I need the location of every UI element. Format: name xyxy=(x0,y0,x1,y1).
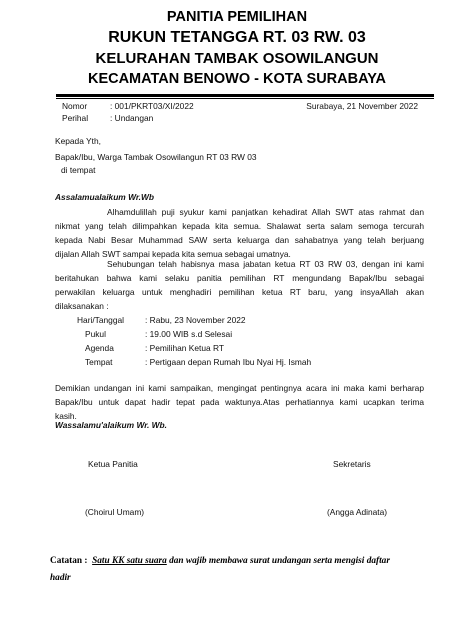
header-committee: PANITIA PEMILIHAN xyxy=(166,9,308,25)
letter-date: Surabaya, 21 November 2022 xyxy=(306,101,418,111)
paragraph-opening xyxy=(55,205,424,261)
recipient-salutation: Kepada Yth, xyxy=(55,136,101,146)
event-date-label: Hari/Tanggal xyxy=(77,315,125,325)
note-label: Catatan : xyxy=(50,556,88,566)
paragraph-closing xyxy=(55,381,424,423)
header-divider-thick xyxy=(56,94,434,97)
header-kecamatan: KECAMATAN BENOWO - KOTA SURABAYA xyxy=(87,71,387,87)
signature-right-name: (Angga Adinata) xyxy=(327,507,388,517)
paragraph-line: nikmat yang telah dilimpahkan kepada kita semua. Shalawat serta salam semoga tercurah xyxy=(55,221,424,231)
nomor-value: : 001/PKRT03/XI/2022 xyxy=(110,101,194,111)
recipient-place: di tempat xyxy=(61,165,96,175)
opening-greeting: Assalamualaikum Wr.Wb xyxy=(55,192,154,202)
event-place-value: : Pertigaan depan Rumah Ibu Nyai Hj. Ismah xyxy=(145,357,312,367)
paragraph-line: Alhamdulillah puji syukur kami panjatkan kehadirat Allah SWT atas rahmat dan xyxy=(107,207,424,217)
paragraph-purpose xyxy=(55,257,424,313)
event-date-value: : Rabu, 23 November 2022 xyxy=(145,315,246,325)
event-time-value: : 19.00 WIB s.d Selesai xyxy=(145,329,233,339)
paragraph-line: beritahukan bahwa kami selaku panitia pemilihan RT mengundang Bapak/Ibu sebagai xyxy=(55,273,424,283)
closing-greeting: Wassalamu'alaikum Wr. Wb. xyxy=(55,420,167,430)
event-time-label: Pukul xyxy=(85,329,106,339)
paragraph-line: Bapak/Ibu untuk dapat hadir tepat pada waktunya.Atas perhatiannya kami ucapkan terima xyxy=(55,397,424,407)
paragraph-line: perwakilan keluarga untuk menghadiri pemilihan ketua RT baru, yang insyaAllah akan xyxy=(55,287,424,297)
header-divider-thin xyxy=(56,98,434,99)
event-agenda-value: : Pemilihan Ketua RT xyxy=(145,343,224,353)
signature-right-title: Sekretaris xyxy=(333,459,371,469)
recipient-name: Bapak/Ibu, Warga Tambak Osowilangun RT 03 RW 03 xyxy=(55,152,257,162)
header-kelurahan: KELURAHAN TAMBAK OSOWILANGUN xyxy=(95,50,379,67)
paragraph-line: Demikian undangan ini kami sampaikan, mengingat pentingnya acara ini maka kami berharap xyxy=(55,383,424,393)
paragraph-line: kasih. xyxy=(55,411,77,421)
note-line xyxy=(50,556,390,566)
header-rt-rw: RUKUN TETANGGA RT. 03 RW. 03 xyxy=(108,29,366,46)
signature-left-title: Ketua Panitia xyxy=(88,459,138,469)
event-agenda-label: Agenda xyxy=(85,343,114,353)
paragraph-line: kepada Nabi Besar Muhammad SAW serta keluarga dan sahabatnya yang telah berjuang xyxy=(55,235,424,245)
perihal-label: Perihal xyxy=(62,113,89,123)
signature-left-name: (Choirul Umam) xyxy=(85,507,145,517)
note-continuation: hadir xyxy=(50,573,71,583)
note-highlight: Satu KK satu suara xyxy=(92,556,167,566)
paragraph-line: Sehubungan telah habisnya masa jabatan ketua RT 03 RW 03, dengan ini kami xyxy=(107,259,424,269)
paragraph-line: dijalan Allah SWT sampai kepada kita semua sebagai umatnya. xyxy=(55,249,291,259)
event-place-label: Tempat xyxy=(85,357,113,367)
nomor-label: Nomor xyxy=(62,101,88,111)
paragraph-line: dilaksanakan : xyxy=(55,301,109,311)
note-text: dan wajib membawa surat undangan serta mengisi daftar xyxy=(166,556,390,566)
perihal-value: : Undangan xyxy=(110,113,154,123)
